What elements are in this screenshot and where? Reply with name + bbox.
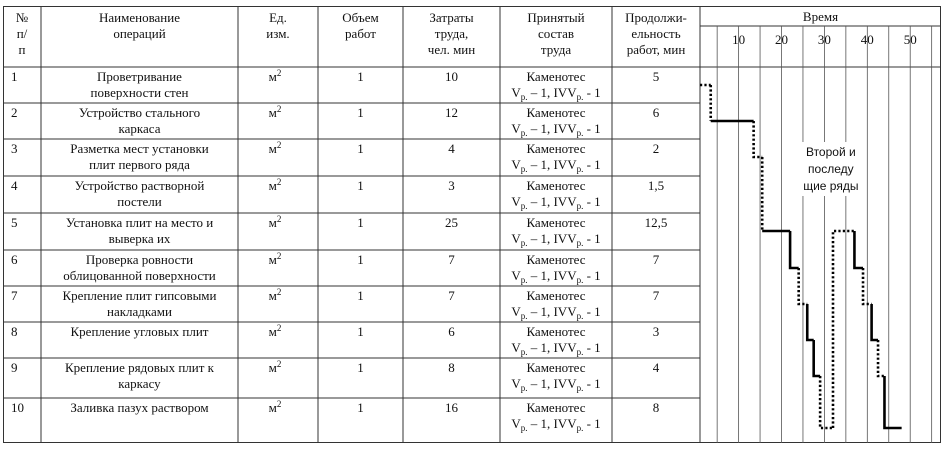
header-name: Наименование	[99, 10, 180, 25]
work-schedule-table	[3, 6, 941, 443]
row-number: 8	[11, 324, 18, 339]
crew-composition: $V_{р.} - 1$, $IVV_{р.} - 1$	[511, 376, 601, 393]
operation-name: Установка плит на место и	[65, 215, 214, 230]
duration-value: 3	[652, 324, 660, 339]
header-time: Время	[802, 9, 839, 24]
unit-label: $м^2$	[268, 399, 282, 415]
bar-row-10	[820, 376, 833, 428]
duration-value: 2	[652, 141, 660, 156]
crew-composition: $V_{р.} - 1$, $IVV_{р.} - 1$	[511, 194, 601, 211]
row-number: 3	[11, 141, 18, 156]
labor-value: 6	[448, 324, 455, 339]
labor-value: 8	[448, 360, 455, 375]
labor-value: 25	[445, 215, 458, 230]
crew-composition: $V_{р.} - 1$, $IVV_{р.} - 1$	[511, 416, 601, 433]
operation-name: каркасу	[118, 376, 161, 391]
unit-label: $м^2$	[268, 323, 282, 339]
bar-row-8b	[872, 304, 878, 340]
crew-title: Каменотес	[526, 178, 586, 193]
labor-value: 7	[448, 288, 455, 303]
schedule-note: щие ряды	[803, 179, 859, 193]
header-unit: изм.	[266, 26, 290, 41]
operation-name: Крепление рядовых плит к	[65, 360, 214, 375]
crew-composition: $V_{р.} - 1$, $IVV_{р.} - 1$	[511, 304, 601, 321]
header-duration: работ, мин	[626, 42, 686, 57]
header-labor: труда,	[434, 26, 469, 41]
volume-value: 1	[357, 360, 364, 375]
row-number: 7	[11, 288, 18, 303]
operation-name: Устройство растворной	[74, 178, 205, 193]
labor-value: 4	[448, 141, 455, 156]
duration-value: 1,5	[647, 178, 665, 193]
volume-value: 1	[357, 141, 364, 156]
crew-composition: $V_{р.} - 1$, $IVV_{р.} - 1$	[511, 340, 601, 357]
bar-row-9b	[878, 340, 884, 376]
duration-value: 6	[652, 105, 660, 120]
operation-name: постели	[117, 194, 162, 209]
time-tick-label: 40	[860, 32, 874, 47]
header-labor: Затраты	[429, 10, 474, 25]
bar-row-9	[814, 340, 820, 376]
operation-name: Устройство стального	[78, 105, 201, 120]
operation-name: накладками	[107, 304, 172, 319]
time-tick-label: 10	[732, 32, 746, 47]
labor-value: 3	[448, 178, 455, 193]
bar-row-6b	[854, 231, 863, 268]
header-crew: Принятый	[527, 10, 585, 25]
header-duration: ельность	[631, 26, 681, 41]
operation-name: Проверка ровности	[85, 252, 194, 267]
crew-composition: $V_{р.} - 1$, $IVV_{р.} - 1$	[511, 121, 601, 138]
duration-value: 12,5	[644, 215, 668, 230]
operation-name: поверхности стен	[90, 85, 189, 100]
unit-label: $м^2$	[268, 214, 282, 230]
crew-title: Каменотес	[526, 215, 586, 230]
labor-value: 16	[445, 400, 458, 415]
volume-value: 1	[357, 215, 364, 230]
operation-name: Крепление плит гипсовыми	[62, 288, 217, 303]
row-number: 2	[11, 105, 18, 120]
operation-name: облицованной поверхности	[63, 268, 216, 283]
labor-value: 12	[445, 105, 458, 120]
operation-name: выверка их	[108, 231, 171, 246]
unit-label: $м^2$	[268, 140, 282, 156]
volume-value: 1	[357, 178, 364, 193]
unit-label: $м^2$	[268, 104, 282, 120]
row-number: 4	[11, 178, 18, 193]
duration-value: 4	[652, 360, 660, 375]
operation-name: каркаса	[118, 121, 161, 136]
crew-title: Каменотес	[526, 360, 586, 375]
labor-value: 10	[445, 69, 458, 84]
operation-name: плит первого ряда	[89, 157, 190, 172]
duration-value: 5	[652, 69, 660, 84]
volume-value: 1	[357, 252, 364, 267]
crew-title: Каменотес	[526, 324, 586, 339]
header-unit: Ед.	[269, 10, 287, 25]
volume-value: 1	[357, 400, 364, 415]
unit-label: $м^2$	[268, 251, 282, 267]
crew-title: Каменотес	[526, 288, 586, 303]
header-volume: работ	[345, 26, 376, 41]
row-number: 1	[11, 69, 18, 84]
crew-composition: $V_{р.} - 1$, $IVV_{р.} - 1$	[511, 231, 601, 248]
time-tick-label: 50	[903, 32, 917, 47]
unit-label: $м^2$	[268, 359, 282, 375]
operation-name: Заливка пазух раствором	[70, 400, 209, 415]
link-10-5b	[833, 231, 854, 428]
volume-value: 1	[357, 69, 364, 84]
crew-title: Каменотес	[526, 400, 586, 415]
time-tick-label: 30	[817, 32, 831, 47]
unit-label: $м^2$	[268, 177, 282, 193]
crew-title: Каменотес	[526, 141, 586, 156]
bar-row-3	[754, 121, 763, 157]
unit-label: $м^2$	[268, 287, 282, 303]
volume-value: 1	[357, 288, 364, 303]
crew-title: Каменотес	[526, 69, 586, 84]
header-num: п/	[16, 26, 28, 41]
crew-title: Каменотес	[526, 105, 586, 120]
duration-value: 7	[652, 288, 660, 303]
header-num: п	[18, 42, 26, 57]
header-crew: состав	[537, 26, 575, 41]
operation-name: Разметка мест установки	[70, 141, 209, 156]
bar-row-6	[790, 231, 799, 268]
header-crew: труда	[540, 42, 572, 57]
bar-row-8	[807, 304, 813, 340]
header-volume: Объем	[342, 10, 379, 25]
crew-composition: $V_{р.} - 1$, $IVV_{р.} - 1$	[511, 268, 601, 285]
schedule-note: Второй и	[805, 145, 856, 159]
time-tick-label: 20	[775, 32, 789, 47]
operation-name: Крепление угловых плит	[70, 324, 209, 339]
row-number: 9	[11, 360, 18, 375]
bar-row-10b	[884, 376, 901, 428]
row-number: 6	[11, 252, 18, 267]
header-name: операций	[113, 26, 166, 41]
operation-name: Проветривание	[97, 69, 182, 84]
row-number: 10	[11, 400, 24, 415]
volume-value: 1	[357, 324, 364, 339]
crew-composition: $V_{р.} - 1$, $IVV_{р.} - 1$	[511, 157, 601, 174]
header-duration: Продолжи-	[625, 10, 687, 25]
crew-title: Каменотес	[526, 252, 586, 267]
row-number: 5	[11, 215, 18, 230]
duration-value: 7	[652, 252, 660, 267]
labor-value: 7	[448, 252, 455, 267]
header-labor: чел. мин	[427, 42, 476, 57]
header-num: №	[15, 10, 29, 25]
crew-composition: $V_{р.} - 1$, $IVV_{р.} - 1$	[511, 85, 601, 102]
volume-value: 1	[357, 105, 364, 120]
schedule-note: последу	[808, 162, 854, 176]
unit-label: $м^2$	[268, 68, 282, 84]
duration-value: 8	[652, 400, 660, 415]
